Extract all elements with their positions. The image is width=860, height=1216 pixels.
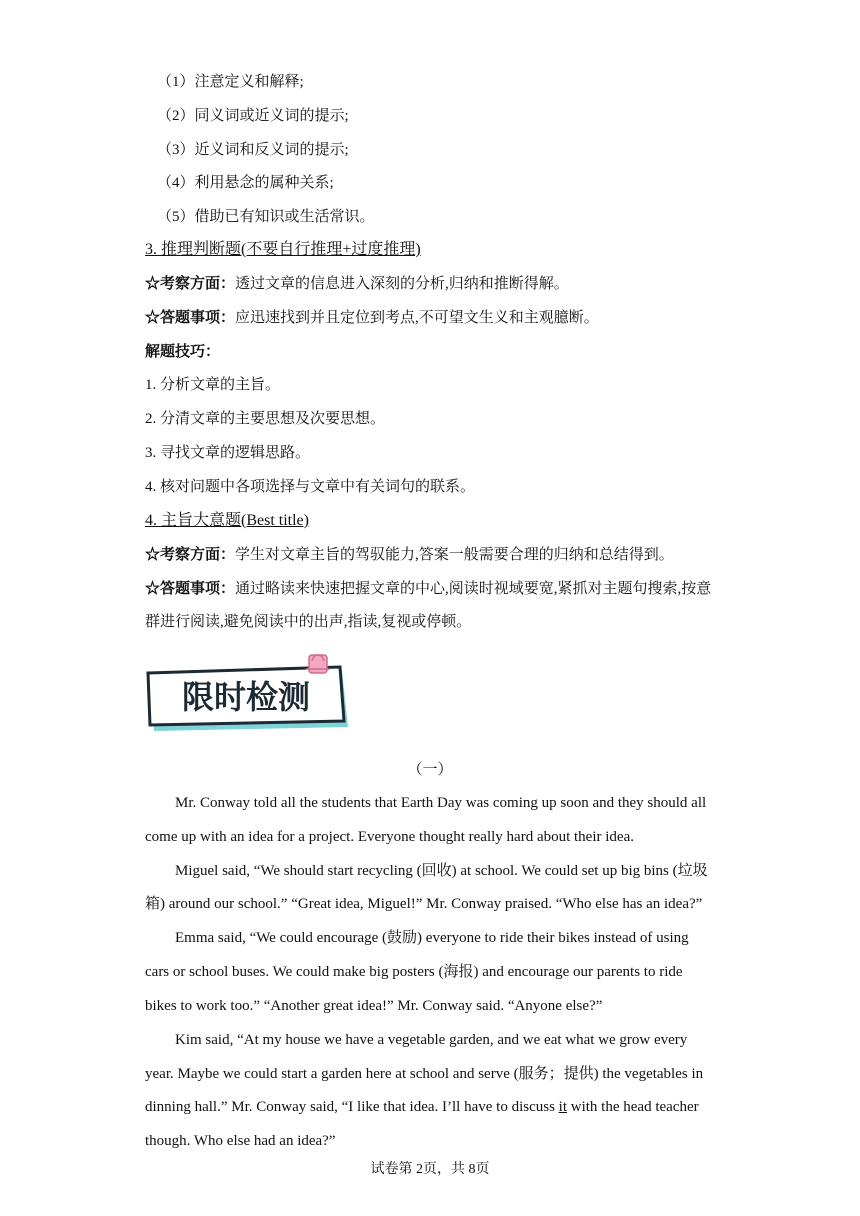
list-item: （5）借助已有知识或生活常识。 — [157, 209, 375, 225]
tips-label: 解题技巧： — [145, 344, 221, 360]
list-item: （3）近义词和反义词的提示; — [157, 142, 349, 158]
passage-line: 箱) around our school.” “Great idea, Miguel!” Mr. Conway praised. “Who else has an idea?” — [145, 896, 703, 912]
notes-text: 通过略读来快速把握文章的中心,阅读时视域要宽,紧抓对主题句搜索,按意 — [235, 581, 712, 597]
passage-line: come up with an idea for a project. Everyone thought really hard about their idea. — [145, 829, 634, 845]
section4-notes — [145, 579, 711, 599]
page-footer: 试卷第 2页，共 8页 — [370, 1162, 490, 1177]
tip-item: 2. 分清文章的主要思想及次要思想。 — [145, 411, 386, 427]
passage-line: cars or school buses. We could make big posters (海报) and encourage our parents to ride — [145, 964, 683, 980]
passage-line: Miguel said, “We should start recycling (回收) at school. We could set up big bins (垃圾 — [175, 863, 708, 879]
section-banner — [146, 653, 352, 733]
passage-line — [145, 1097, 699, 1117]
tip-item: 4. 核对问题中各项选择与文章中有关词句的联系。 — [145, 479, 476, 495]
passage-text: with the head teacher — [567, 1099, 699, 1115]
passage-line: bikes to work too.” “Another great idea!” Mr. Conway said. “Anyone else?” — [145, 998, 603, 1014]
list-item: （1）注意定义和解释; — [157, 74, 304, 90]
aspect-label: ☆考察方面： — [145, 276, 236, 292]
passage-text: dinning hall.” Mr. Conway said, “I like that idea. I’ll have to discuss — [145, 1099, 559, 1115]
list-item: （2）同义词或近义词的提示; — [157, 108, 349, 124]
passage-line: though. Who else had an idea?” — [145, 1133, 336, 1149]
passage-line: Emma said, “We could encourage (鼓励) everyone to ride their bikes instead of using — [175, 930, 689, 946]
notes-label: ☆答题事项： — [145, 310, 236, 326]
aspect-text: 学生对文章主旨的驾驭能力,答案一般需要合理的归纳和总结得到。 — [235, 547, 674, 563]
passage-number: （一） — [407, 762, 453, 778]
section3-heading: 3. 推理判断题(不要自行推理+过度推理) — [145, 241, 421, 258]
banner-text: 限时检测 — [181, 678, 311, 716]
underlined-word: it — [558, 1099, 568, 1115]
section4-aspect — [145, 545, 674, 565]
section3-notes — [145, 308, 599, 328]
notes-text: 应迅速找到并且定位到考点,不可望文生义和主观臆断。 — [235, 310, 599, 326]
aspect-label: ☆考察方面： — [145, 547, 236, 563]
tip-item: 1. 分析文章的主旨。 — [145, 377, 281, 393]
list-item: （4）利用悬念的属种关系; — [157, 175, 334, 191]
passage-line: Mr. Conway told all the students that Earth Day was coming up soon and they should all — [175, 795, 707, 811]
passage-line: year. Maybe we could start a garden here at school and serve (服务；提供) the vegetables in — [145, 1066, 704, 1082]
notes-label: ☆答题事项： — [145, 581, 236, 597]
section4-notes-cont: 群进行阅读,避免阅读中的出声,指读,复视或停顿。 — [145, 614, 472, 630]
passage-line: Kim said, “At my house we have a vegetable garden, and we eat what we grow every — [175, 1032, 688, 1048]
aspect-text: 透过文章的信息进入深刻的分析,归纳和推断得解。 — [235, 276, 569, 292]
binder-clip-icon — [306, 655, 330, 673]
tip-item: 3. 寻找文章的逻辑思路。 — [145, 445, 311, 461]
section4-heading: 4. 主旨大意题(Best title) — [145, 512, 309, 529]
section3-aspect — [145, 274, 569, 294]
